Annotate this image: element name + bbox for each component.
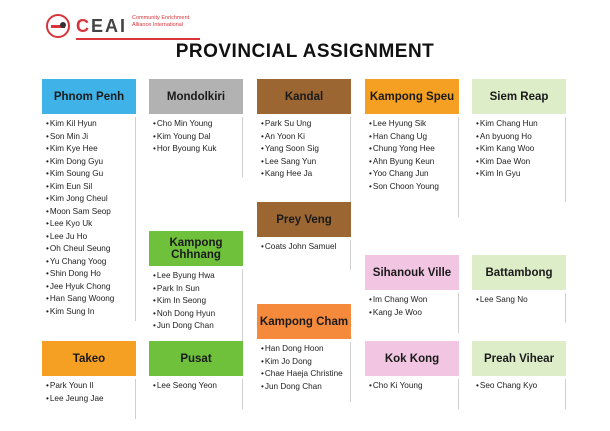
- member-name: • Kim Dae Won: [476, 156, 564, 169]
- member-name: • Han Chang Ug: [369, 131, 457, 144]
- member-name: • Im Chang Won: [369, 294, 457, 307]
- province-card-battambong: [472, 255, 566, 307]
- province-header: Kampong Chhnang: [149, 231, 243, 266]
- card-divider: [565, 117, 566, 202]
- member-name: • Lee Sang No: [476, 294, 564, 307]
- province-header: Sihanouk Ville: [365, 255, 459, 290]
- member-name: • Kang Hee Ja: [261, 168, 349, 181]
- member-name: • Lee Jeung Jae: [46, 393, 134, 406]
- province-header: Prey Veng: [257, 202, 351, 237]
- member-name: • Cho Ki Young: [369, 380, 457, 393]
- member-name: • Han Dong Hoon: [261, 343, 349, 356]
- member-name: • Lee Seong Yeon: [153, 380, 241, 393]
- member-list: [257, 339, 351, 393]
- card-divider: [135, 117, 136, 321]
- card-divider: [565, 293, 566, 323]
- member-name: • Kim Kil Hyun: [46, 118, 134, 131]
- member-name: • Noh Dong Hyun: [153, 308, 241, 321]
- province-card-mondolkiri: [149, 79, 243, 156]
- member-list: [42, 376, 136, 405]
- member-name: • An byuong Ho: [476, 131, 564, 144]
- card-divider: [350, 342, 351, 402]
- member-name: • Jun Dong Chan: [153, 320, 241, 333]
- member-name: • Yang Soon Sig: [261, 143, 349, 156]
- member-name: • Kim In Seong: [153, 295, 241, 308]
- org-abbr-left: C: [76, 16, 91, 36]
- member-name: • Lee Byung Hwa: [153, 270, 241, 283]
- province-header: Kandal: [257, 79, 351, 114]
- card-divider: [458, 379, 459, 409]
- member-name: • Kim Kang Woo: [476, 143, 564, 156]
- province-card-preah-vihear: [472, 341, 566, 393]
- province-card-kampong-speu: [365, 79, 459, 193]
- member-name: • Kang Je Woo: [369, 307, 457, 320]
- province-header: Phnom Penh: [42, 79, 136, 114]
- member-name: • Seo Chang Kyo: [476, 380, 564, 393]
- member-name: • Jee Hyuk Chong: [46, 281, 134, 294]
- member-name: • Kim Eun Sil: [46, 181, 134, 194]
- member-name: • Kim Dong Gyu: [46, 156, 134, 169]
- card-divider: [242, 117, 243, 177]
- member-name: • Kim Chang Hun: [476, 118, 564, 131]
- member-name: • Kim In Gyu: [476, 168, 564, 181]
- member-name: • Kim Kye Hee: [46, 143, 134, 156]
- member-list: [472, 290, 566, 307]
- member-name: • An Yoon Ki: [261, 131, 349, 144]
- province-header: Kok Kong: [365, 341, 459, 376]
- logo-emblem-icon: [46, 14, 70, 38]
- member-name: • Ahn Byung Keun: [369, 156, 457, 169]
- province-card-kandal: [257, 79, 351, 181]
- org-name-line2: Alliance International: [132, 21, 184, 28]
- member-list: [149, 376, 243, 393]
- member-name: • Lee Sang Yun: [261, 156, 349, 169]
- province-card-kampong-chhnang: [149, 231, 243, 333]
- member-name: • Kim Jo Dong: [261, 356, 349, 369]
- org-logo: [46, 14, 216, 42]
- province-card-siem-reap: [472, 79, 566, 181]
- member-list: [149, 266, 243, 333]
- member-name: • Lee Ju Ho: [46, 231, 134, 244]
- member-list: [472, 376, 566, 393]
- org-abbreviation: [76, 16, 127, 37]
- member-list: [257, 114, 351, 181]
- member-name: • Oh Cheul Seung: [46, 243, 134, 256]
- province-header: Mondolkiri: [149, 79, 243, 114]
- card-divider: [135, 379, 136, 419]
- org-abbr-right: EAI: [91, 16, 128, 36]
- card-divider: [350, 240, 351, 270]
- province-header: Takeo: [42, 341, 136, 376]
- member-name: • Son Min Ji: [46, 131, 134, 144]
- member-name: • Park In Sun: [153, 283, 241, 296]
- member-list: [365, 114, 459, 193]
- member-name: • Coats John Samuel: [261, 241, 349, 254]
- province-header: Pusat: [149, 341, 243, 376]
- member-name: • Son Choon Young: [369, 181, 457, 194]
- member-list: [42, 114, 136, 318]
- province-card-prey-veng: [257, 202, 351, 254]
- province-card-takeo: [42, 341, 136, 405]
- member-name: • Kim Jong Cheul: [46, 193, 134, 206]
- card-divider: [565, 379, 566, 409]
- member-name: • Kim Young Dal: [153, 131, 241, 144]
- member-name: • Yoo Chang Jun: [369, 168, 457, 181]
- member-name: • Chae Haeja Christine: [261, 368, 349, 381]
- member-name: • Hor Byoung Kuk: [153, 143, 241, 156]
- member-name: • Kim Soung Gu: [46, 168, 134, 181]
- member-list: [472, 114, 566, 181]
- member-list: [149, 114, 243, 156]
- member-name: • Yu Chang Yoog: [46, 256, 134, 269]
- province-card-sihanouk-ville: [365, 255, 459, 319]
- province-header: Siem Reap: [472, 79, 566, 114]
- member-list: [365, 290, 459, 319]
- province-card-kampong-cham: [257, 304, 351, 393]
- member-list: [257, 237, 351, 254]
- province-header: Battambong: [472, 255, 566, 290]
- member-name: • Kim Sung In: [46, 306, 134, 319]
- member-name: • Moon Sam Seop: [46, 206, 134, 219]
- member-name: • Lee Kyo Uk: [46, 218, 134, 231]
- province-header: Preah Vihear: [472, 341, 566, 376]
- org-full-name: [132, 15, 189, 28]
- card-divider: [350, 117, 351, 202]
- card-divider: [458, 293, 459, 333]
- logo-underline: [76, 38, 200, 40]
- province-header: Kampong Cham: [257, 304, 351, 339]
- member-list: [365, 376, 459, 393]
- member-name: • Park Su Ung: [261, 118, 349, 131]
- member-name: • Shin Dong Ho: [46, 268, 134, 281]
- province-header: Kampong Speu: [365, 79, 459, 114]
- member-name: • Jun Dong Chan: [261, 381, 349, 394]
- page-title: PROVINCIAL ASSIGNMENT: [175, 41, 435, 62]
- member-name: • Park Youn Il: [46, 380, 134, 393]
- card-divider: [242, 379, 243, 409]
- province-card-pusat: [149, 341, 243, 393]
- card-divider: [458, 117, 459, 217]
- province-card-phnom-penh: [42, 79, 136, 318]
- member-name: • Han Sang Woong: [46, 293, 134, 306]
- member-name: • Chung Yong Hee: [369, 143, 457, 156]
- org-name-line1: Community Enrichment: [132, 15, 190, 21]
- province-card-kok-kong: [365, 341, 459, 393]
- member-name: • Lee Hyung Sik: [369, 118, 457, 131]
- member-name: • Cho Min Young: [153, 118, 241, 131]
